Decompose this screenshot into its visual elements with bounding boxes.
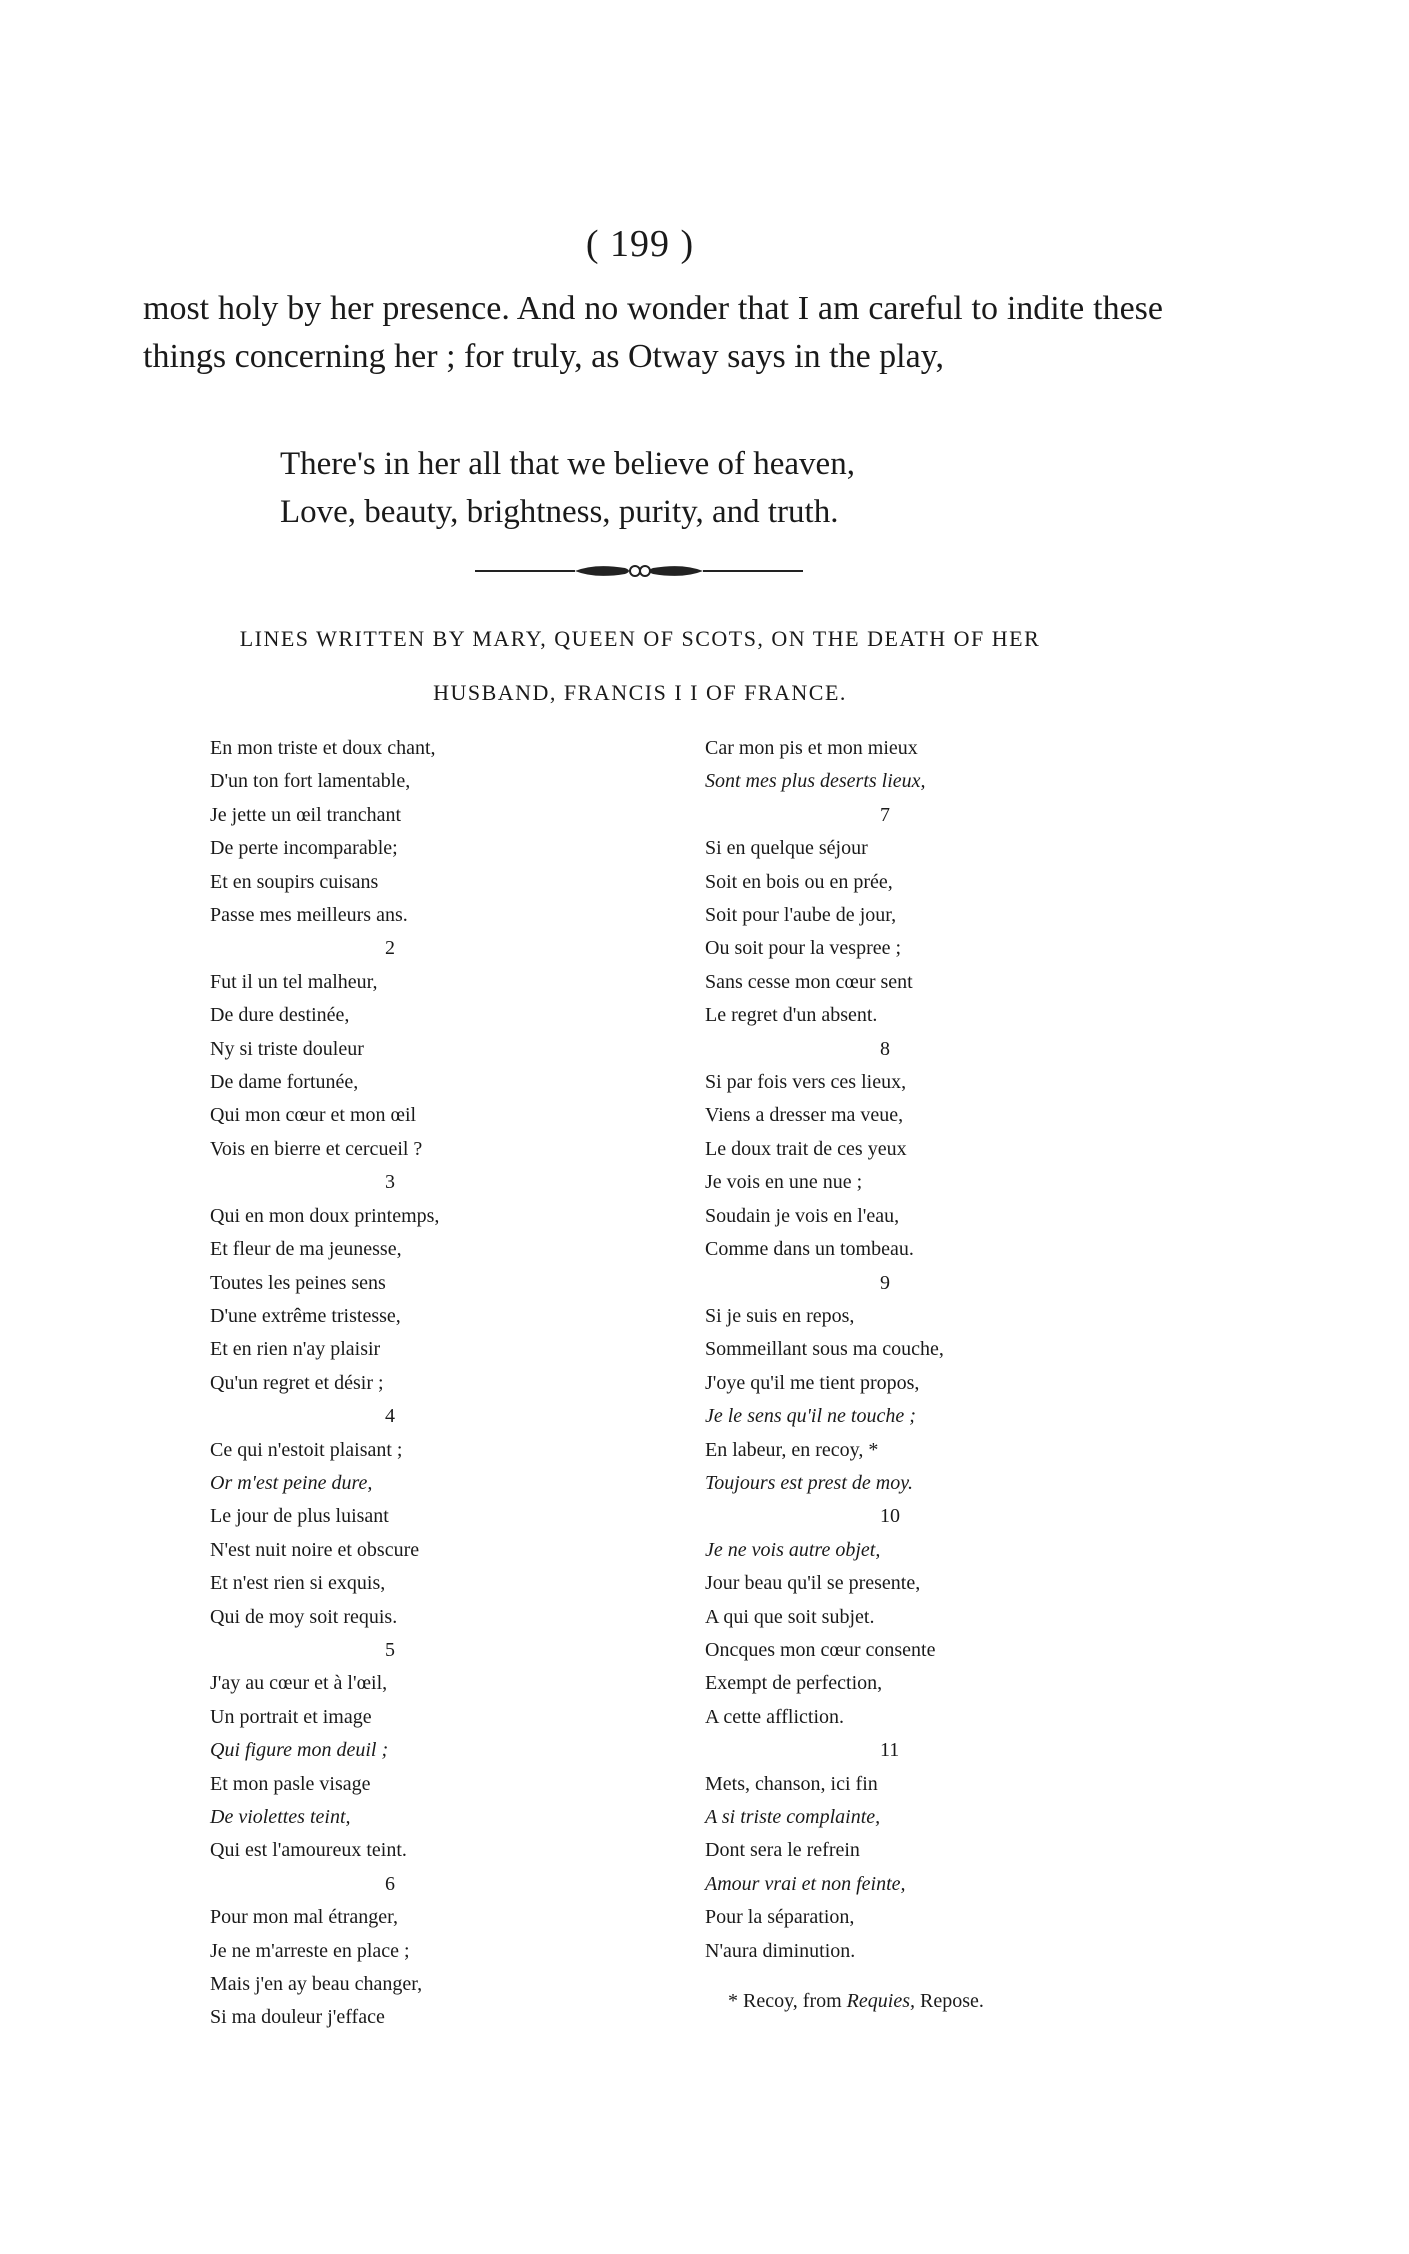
poem-line: Sont mes plus deserts lieux,	[705, 770, 926, 793]
poem-line: Et en rien n'ay plaisir	[210, 1338, 381, 1361]
poem-line: A cette affliction.	[705, 1705, 845, 1728]
stanza-number: 6	[385, 1872, 395, 1895]
poem-line: Je le sens qu'il ne touche ;	[705, 1405, 916, 1428]
poem-line: Toujours est prest de moy.	[705, 1471, 913, 1494]
poem-line: D'un ton fort lamentable,	[210, 770, 411, 793]
poem-line: Le jour de plus luisant	[210, 1505, 389, 1528]
heading-line: LINES WRITTEN BY MARY, QUEEN OF SCOTS, ON THE DEATH OF HER	[239, 626, 1041, 651]
poem-line: Pour mon mal étranger,	[210, 1906, 399, 1929]
stanza-number: 4	[385, 1405, 395, 1428]
poem-line: A si triste complainte,	[705, 1806, 881, 1828]
poem-line: Dont sera le refrein	[705, 1839, 860, 1862]
poem-line: Ny si triste douleur	[210, 1037, 364, 1060]
page-number: ( 199 )	[585, 223, 695, 265]
stanza-number: 5	[385, 1638, 395, 1661]
poem-line: Exempt de perfection,	[705, 1672, 883, 1695]
poem-line: Comme dans un tombeau.	[705, 1238, 914, 1261]
poem-line: N'aura diminution.	[705, 1939, 856, 1962]
poem-line: A qui que soit subjet.	[705, 1605, 875, 1628]
poem-line: Et n'est rien si exquis,	[210, 1572, 386, 1595]
quote-line: There's in her all that we believe of heaven,	[280, 446, 855, 482]
poem-line: Ce qui n'estoit plaisant ;	[210, 1438, 403, 1461]
quote-line: Love, beauty, brightness, purity, and truth.	[280, 494, 839, 530]
poem-line: Qui mon cœur et mon œil	[210, 1104, 417, 1127]
stanza-number: 2	[385, 937, 395, 960]
poem-line: Oncques mon cœur consente	[705, 1638, 936, 1661]
poem-line: N'est nuit noire et obscure	[210, 1538, 420, 1561]
poem-line: Si par fois vers ces lieux,	[705, 1071, 907, 1094]
poem-line: Mais j'en ay beau changer,	[210, 1973, 423, 1996]
footnote-tail: Repose.	[914, 1990, 984, 2012]
heading-line: HUSBAND, FRANCIS I I OF FRANCE.	[433, 680, 847, 705]
poem-line: Jour beau qu'il se presente,	[705, 1572, 921, 1595]
poem-line: Toutes les peines sens	[210, 1271, 386, 1294]
poem-line: Mets, chanson, ici fin	[705, 1772, 878, 1795]
footnote-lead: * Recoy, from	[728, 1990, 847, 2012]
poem-line: Vois en bierre et cercueil ?	[210, 1137, 423, 1160]
ornament-divider-icon	[475, 556, 803, 586]
poem-line: Et mon pasle visage	[210, 1772, 371, 1795]
poem-line: Qui en mon doux printemps,	[210, 1204, 440, 1227]
footnote-italic-word: Requies,	[846, 1990, 915, 2012]
poem-line: Je ne m'arreste en place ;	[210, 1939, 410, 1962]
poem-line: Soudain je vois en l'eau,	[705, 1204, 900, 1227]
poem-column-right	[705, 732, 1125, 1968]
poem-line: Un portrait et image	[210, 1705, 372, 1728]
stanza-number: 9	[880, 1271, 890, 1294]
poem-line: De dame fortunée,	[210, 1071, 359, 1094]
poem-heading	[0, 612, 1280, 720]
poem-line: En labeur, en recoy, *	[705, 1438, 879, 1461]
poem-line: J'oye qu'il me tient propos,	[705, 1371, 920, 1394]
poem-line: De perte incomparable;	[210, 837, 398, 860]
poem-column-left	[210, 732, 630, 2035]
poem-line: Passe mes meilleurs ans.	[210, 904, 408, 927]
poem-line: Fut il un tel malheur,	[210, 970, 378, 993]
intro-paragraph	[143, 285, 1163, 381]
stanza-number: 11	[880, 1739, 900, 1762]
poem-line: Qui figure mon deuil ;	[210, 1739, 389, 1762]
intro-text: most holy by her presence. And no wonder that I am careful to indite these things concerning her ; for truly, as Otway says in the play,	[143, 290, 1163, 375]
poem-line: Or m'est peine dure,	[210, 1471, 373, 1494]
poem-line: Et fleur de ma jeunesse,	[210, 1238, 402, 1261]
poem-line: Et en soupirs cuisans	[210, 870, 379, 893]
poem-line: Si je suis en repos,	[705, 1304, 855, 1327]
poem-line: Je ne vois autre objet,	[705, 1538, 881, 1561]
poem-line: Qu'un regret et désir ;	[210, 1371, 384, 1394]
poem-line: Si en quelque séjour	[705, 837, 868, 860]
poem-line: Ou soit pour la vespree ;	[705, 937, 902, 960]
poem-line: De violettes teint,	[210, 1806, 351, 1828]
footnote	[728, 1990, 984, 2013]
poem-line: De dure destinée,	[210, 1004, 350, 1027]
poem-line: D'une extrême tristesse,	[210, 1304, 401, 1327]
poem-line: Soit en bois ou en prée,	[705, 870, 893, 893]
poem-line: Car mon pis et mon mieux	[705, 737, 918, 759]
poem-line: Je vois en une nue ;	[705, 1171, 863, 1194]
poem-line: Le regret d'un absent.	[705, 1004, 878, 1027]
poem-line: Le doux trait de ces yeux	[705, 1137, 907, 1160]
poem-line: Amour vrai et non feinte,	[705, 1872, 906, 1895]
stanza-number: 10	[880, 1505, 900, 1528]
poem-line: Qui de moy soit requis.	[210, 1605, 398, 1628]
stanza-number: 3	[385, 1171, 395, 1194]
poem-line: Sans cesse mon cœur sent	[705, 970, 913, 993]
poem-line: Soit pour l'aube de jour,	[705, 904, 897, 927]
poem-line: Viens a dresser ma veue,	[705, 1104, 904, 1127]
verse-quote	[280, 440, 855, 536]
poem-line: Je jette un œil tranchant	[210, 803, 402, 826]
poem-line: En mon triste et doux chant,	[210, 737, 436, 759]
poem-line: Sommeillant sous ma couche,	[705, 1338, 944, 1361]
stanza-number: 7	[880, 803, 890, 826]
poem-line: Pour la séparation,	[705, 1906, 855, 1929]
poem-line: J'ay au cœur et à l'œil,	[210, 1672, 388, 1695]
stanza-number: 8	[880, 1037, 890, 1060]
poem-line: Qui est l'amoureux teint.	[210, 1839, 407, 1862]
poem-line: Si ma douleur j'efface	[210, 2006, 385, 2029]
